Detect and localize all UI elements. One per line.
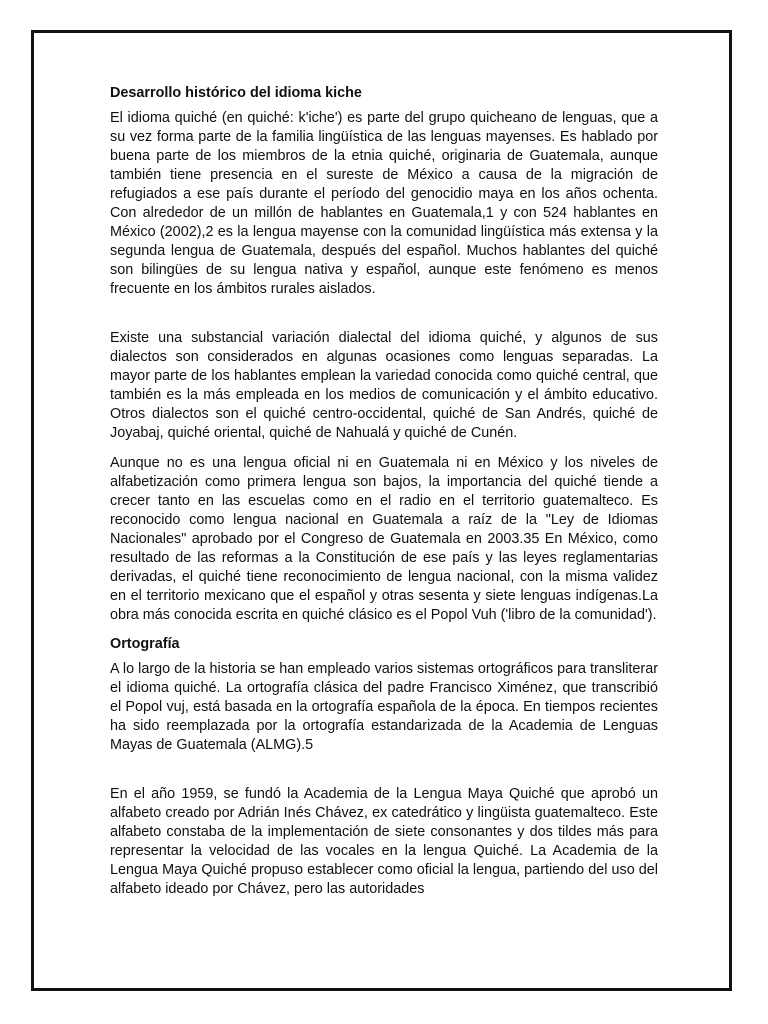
paragraph-orthography: A lo largo de la historia se han empleado varios sistemas ortográficos para transliterar el idioma quiché. La ortografía clásica del padre Francisco Ximénez, que transcribió el Popol vuj, está basada en la ortografía española de la época. En tiempos recientes ha sido reemplazada por la ortografía estandarizada de la Academia de Lenguas Mayas de Guatemala (ALMG).5: [110, 661, 658, 753]
document-title: Desarrollo histórico del idioma kiche: [110, 85, 362, 101]
document-body: [110, 84, 658, 899]
paragraph-dialects: Existe una substancial variación dialectal del idioma quiché, y algunos de sus dialectos son considerados en algunas ocasiones como lenguas separadas. La mayor parte de los hablantes emplean la variedad conocida como quiché central, que también es la más empleada en los medios de comunicación y el ámbito educativo. Otros dialectos son el quiché centro-occidental, quiché de San Andrés, quiché de Joyabaj, quiché oriental, quiché de Nahualá y quiché de Cunén.: [110, 330, 658, 441]
paragraph-status: Aunque no es una lengua oficial ni en Guatemala ni en México y los niveles de alfabetización como primera lengua son bajos, la importancia del quiché tiende a crecer tanto en las escuelas como en el radio en el territorio guatemalteco. Es reconocido como lengua nacional en Guatemala a raíz de la "Ley de Idiomas Nacionales" aprobado por el Congreso de Guatemala en 2003.35 En México, como resultado de las reformas a la Constitución de ese país y las leyes reglamentarias derivadas, el quiché tiene reconocimiento de lengua nacional, con la misma validez en el territorio mexicano que el español y otras sesenta y siete lenguas indígenas.La obra más conocida escrita en quiché clásico es el Popol Vuh ('libro de la comunidad').: [110, 455, 658, 623]
paragraph-intro: El idioma quiché (en quiché: k'iche') es parte del grupo quicheano de lenguas, que a su vez forma parte de la familia lingüística de las lenguas mayenses. Es hablado por buena parte de los miembros de la etnia quiché, originaria de Guatemala, aunque también tiene presencia en el sureste de México a causa de la migración de refugiados a ese país durante el período del genocidio maya en los años ochenta. Con alrededor de un millón de hablantes en Guatemala,1 y con 524 hablantes en México (2002),2 es la lengua mayense con la comunidad lingüística más extensa y la segunda lengua de Guatemala, después del español. Muchos hablantes del quiché son bilingües de su lengua nativa y español, aunque este fenómeno es menos frecuente en los ámbitos rurales aislados.: [110, 110, 658, 297]
paragraph-academy: En el año 1959, se fundó la Academia de la Lengua Maya Quiché que aprobó un alfabeto creado por Adrián Inés Chávez, ex catedrático y lingüista guatemalteco. Este alfabeto constaba de la implementación de siete consonantes y dos tildes más para representar la velocidad de las vocales en la lengua Quiché. La Academia de la Lengua Maya Quiché propuso establecer como oficial la lengua, partiendo del uso del alfabeto ideado por Chávez, pero las autoridades: [110, 786, 658, 897]
section-title-ortografia: Ortografía: [110, 636, 180, 652]
